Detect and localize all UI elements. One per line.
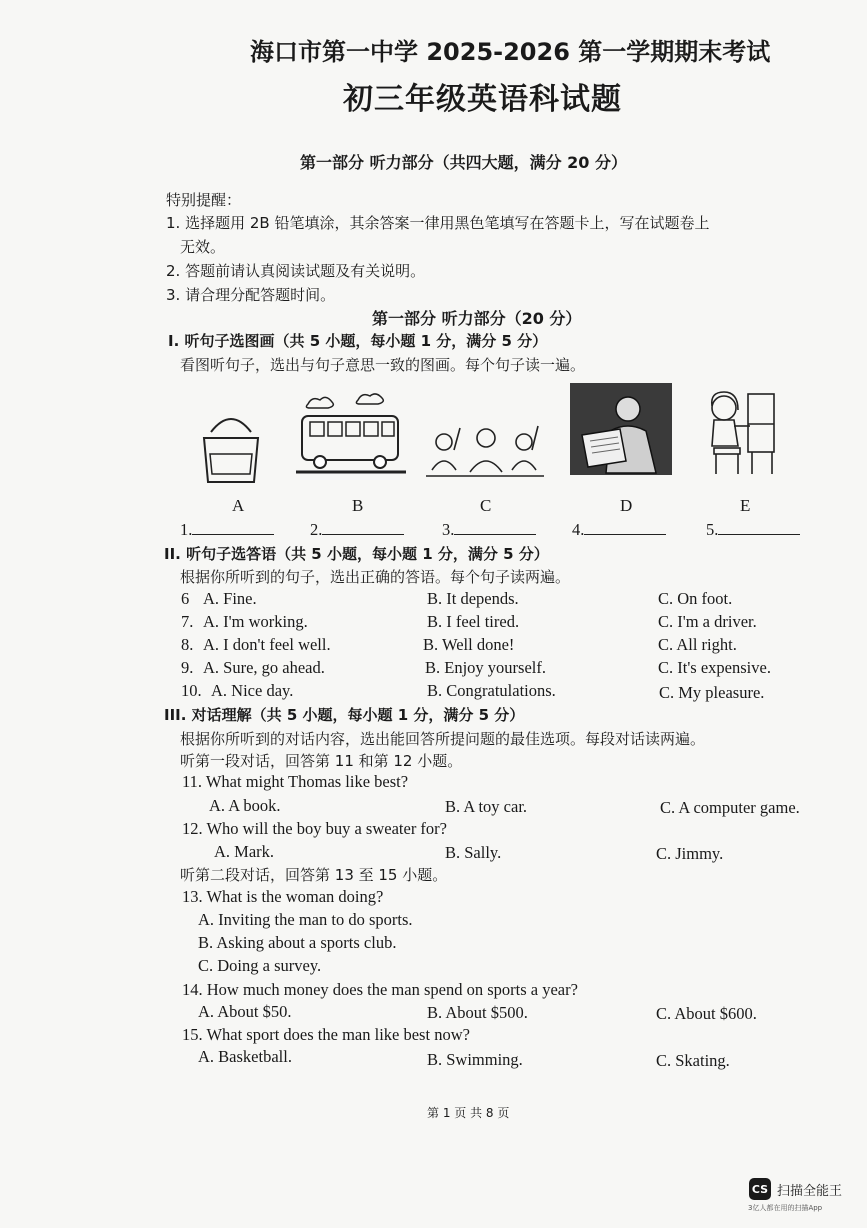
q14-option-c[interactable]: C. About $600. bbox=[656, 1004, 757, 1023]
q15-question: 15. What sport does the man like best now? bbox=[182, 1025, 470, 1044]
section2-title: II. 听句子选答语（共 5 小题，每小题 1 分，满分 5 分） bbox=[164, 545, 549, 563]
q11-option-a[interactable]: A. A book. bbox=[209, 796, 281, 815]
answer-blank-1[interactable]: 1. bbox=[180, 520, 274, 540]
q14-option-a[interactable]: A. About $50. bbox=[198, 1002, 292, 1021]
girl-playing-piano-icon bbox=[700, 382, 780, 477]
section2-instructions: 根据你所听到的句子，选出正确的答语。每个句子读两遍。 bbox=[180, 568, 571, 586]
q8-option-c[interactable]: C. All right. bbox=[658, 635, 737, 654]
exam-title-line1: 海口市第一中学 2025-2026 第一学期期末考试 bbox=[250, 38, 771, 66]
picture-label-a: A bbox=[232, 496, 245, 515]
answer-blank-2[interactable]: 2. bbox=[310, 520, 404, 540]
section3-title: III. 对话理解（共 5 小题，每小题 1 分，满分 5 分） bbox=[164, 706, 525, 724]
exam-title-line2: 初三年级英语科试题 bbox=[343, 82, 622, 117]
part-header: 第一部分 听力部分（共四大题，满分 20 分） bbox=[300, 153, 627, 172]
answer-blank-3[interactable]: 3. bbox=[442, 520, 536, 540]
q9-option-c[interactable]: C. It's expensive. bbox=[658, 658, 771, 677]
section1-title: I. 听句子选图画（共 5 小题，每小题 1 分，满分 5 分） bbox=[168, 332, 548, 350]
q15-option-a[interactable]: A. Basketball. bbox=[198, 1047, 292, 1066]
section3-instructions: 根据你所听到的对话内容，选出能回答所提问题的最佳选项。每段对话读两遍。 bbox=[180, 730, 706, 748]
q7-option-c[interactable]: C. I'm a driver. bbox=[658, 612, 757, 631]
notice-item-3: 3. 请合理分配答题时间。 bbox=[166, 286, 336, 304]
students-raising-hands-icon bbox=[424, 420, 546, 482]
dialog2-instructions: 听第二段对话，回答第 13 至 15 小题。 bbox=[180, 866, 448, 884]
q8-option-a[interactable]: A. I don't feel well. bbox=[203, 635, 331, 654]
q12-option-b[interactable]: B. Sally. bbox=[445, 843, 502, 862]
q6-option-a[interactable]: A. Fine. bbox=[203, 589, 257, 608]
q11-question: 11. What might Thomas like best? bbox=[182, 772, 409, 791]
picture-label-b: B bbox=[352, 496, 364, 515]
picture-label-e: E bbox=[740, 496, 751, 515]
q14-question: 14. How much money does the man spend on sports a year? bbox=[182, 980, 578, 999]
scanner-tagline: 3亿人都在用的扫描App bbox=[748, 1204, 823, 1212]
q13-option-c[interactable]: C. Doing a survey. bbox=[198, 956, 322, 975]
man-reading-newspaper-icon bbox=[570, 383, 672, 475]
q8-option-b[interactable]: B. Well done! bbox=[423, 635, 515, 654]
q7-option-a[interactable]: A. I'm working. bbox=[203, 612, 308, 631]
q8-num: 8. bbox=[181, 635, 194, 654]
page-number: 第 1 页 共 8 页 bbox=[427, 1106, 510, 1120]
scanner-watermark bbox=[749, 1178, 842, 1200]
bag-icon bbox=[196, 410, 266, 490]
notice-item-2: 2. 答题前请认真阅读试题及有关说明。 bbox=[166, 262, 426, 280]
q12-question: 12. Who will the boy buy a sweater for? bbox=[182, 819, 447, 838]
q6-option-b[interactable]: B. It depends. bbox=[427, 589, 519, 608]
q6-option-c[interactable]: C. On foot. bbox=[658, 589, 733, 608]
scanner-logo: CS bbox=[749, 1178, 771, 1200]
q11-option-c[interactable]: C. A computer game. bbox=[660, 798, 800, 817]
q12-option-c[interactable]: C. Jimmy. bbox=[656, 844, 724, 863]
notice-heading: 特别提醒： bbox=[166, 191, 242, 209]
q15-option-c[interactable]: C. Skating. bbox=[656, 1051, 730, 1070]
q10-option-b[interactable]: B. Congratulations. bbox=[427, 681, 556, 700]
picture-label-c: C bbox=[480, 496, 492, 515]
q10-option-a[interactable]: A. Nice day. bbox=[211, 681, 294, 700]
q13-option-b[interactable]: B. Asking about a sports club. bbox=[198, 933, 397, 952]
sub-header: 第一部分 听力部分（20 分） bbox=[372, 309, 582, 328]
q15-option-b[interactable]: B. Swimming. bbox=[427, 1050, 523, 1069]
picture-label-d: D bbox=[620, 496, 633, 515]
q13-option-a[interactable]: A. Inviting the man to do sports. bbox=[198, 910, 413, 929]
q7-num: 7. bbox=[181, 612, 194, 631]
dialog1-instructions: 听第一段对话，回答第 11 和第 12 小题。 bbox=[180, 752, 463, 770]
scanner-app-name: 扫描全能王 bbox=[777, 1183, 843, 1199]
answer-blank-5[interactable]: 5. bbox=[706, 520, 800, 540]
q9-num: 9. bbox=[181, 658, 194, 677]
q14-option-b[interactable]: B. About $500. bbox=[427, 1003, 528, 1022]
q12-option-a[interactable]: A. Mark. bbox=[214, 842, 275, 861]
q7-option-b[interactable]: B. I feel tired. bbox=[427, 612, 520, 631]
q13-question: 13. What is the woman doing? bbox=[182, 887, 384, 906]
bus-icon bbox=[296, 392, 406, 477]
q10-option-c[interactable]: C. My pleasure. bbox=[659, 683, 765, 702]
notice-item-1: 1. 选择题用 2B 铅笔填涂，其余答案一律用黑色笔填写在答题卡上，写在试题卷上 bbox=[166, 214, 710, 232]
q9-option-a[interactable]: A. Sure, go ahead. bbox=[203, 658, 325, 677]
notice-item-1-cont: 无效。 bbox=[180, 238, 226, 256]
q9-option-b[interactable]: B. Enjoy yourself. bbox=[425, 658, 546, 677]
q10-num: 10. bbox=[181, 681, 202, 700]
q11-option-b[interactable]: B. A toy car. bbox=[445, 797, 528, 816]
answer-blank-4[interactable]: 4. bbox=[572, 520, 666, 540]
section1-instructions: 看图听句子，选出与句子意思一致的图画。每个句子读一遍。 bbox=[180, 356, 586, 374]
q6-num: 6 bbox=[181, 589, 190, 608]
